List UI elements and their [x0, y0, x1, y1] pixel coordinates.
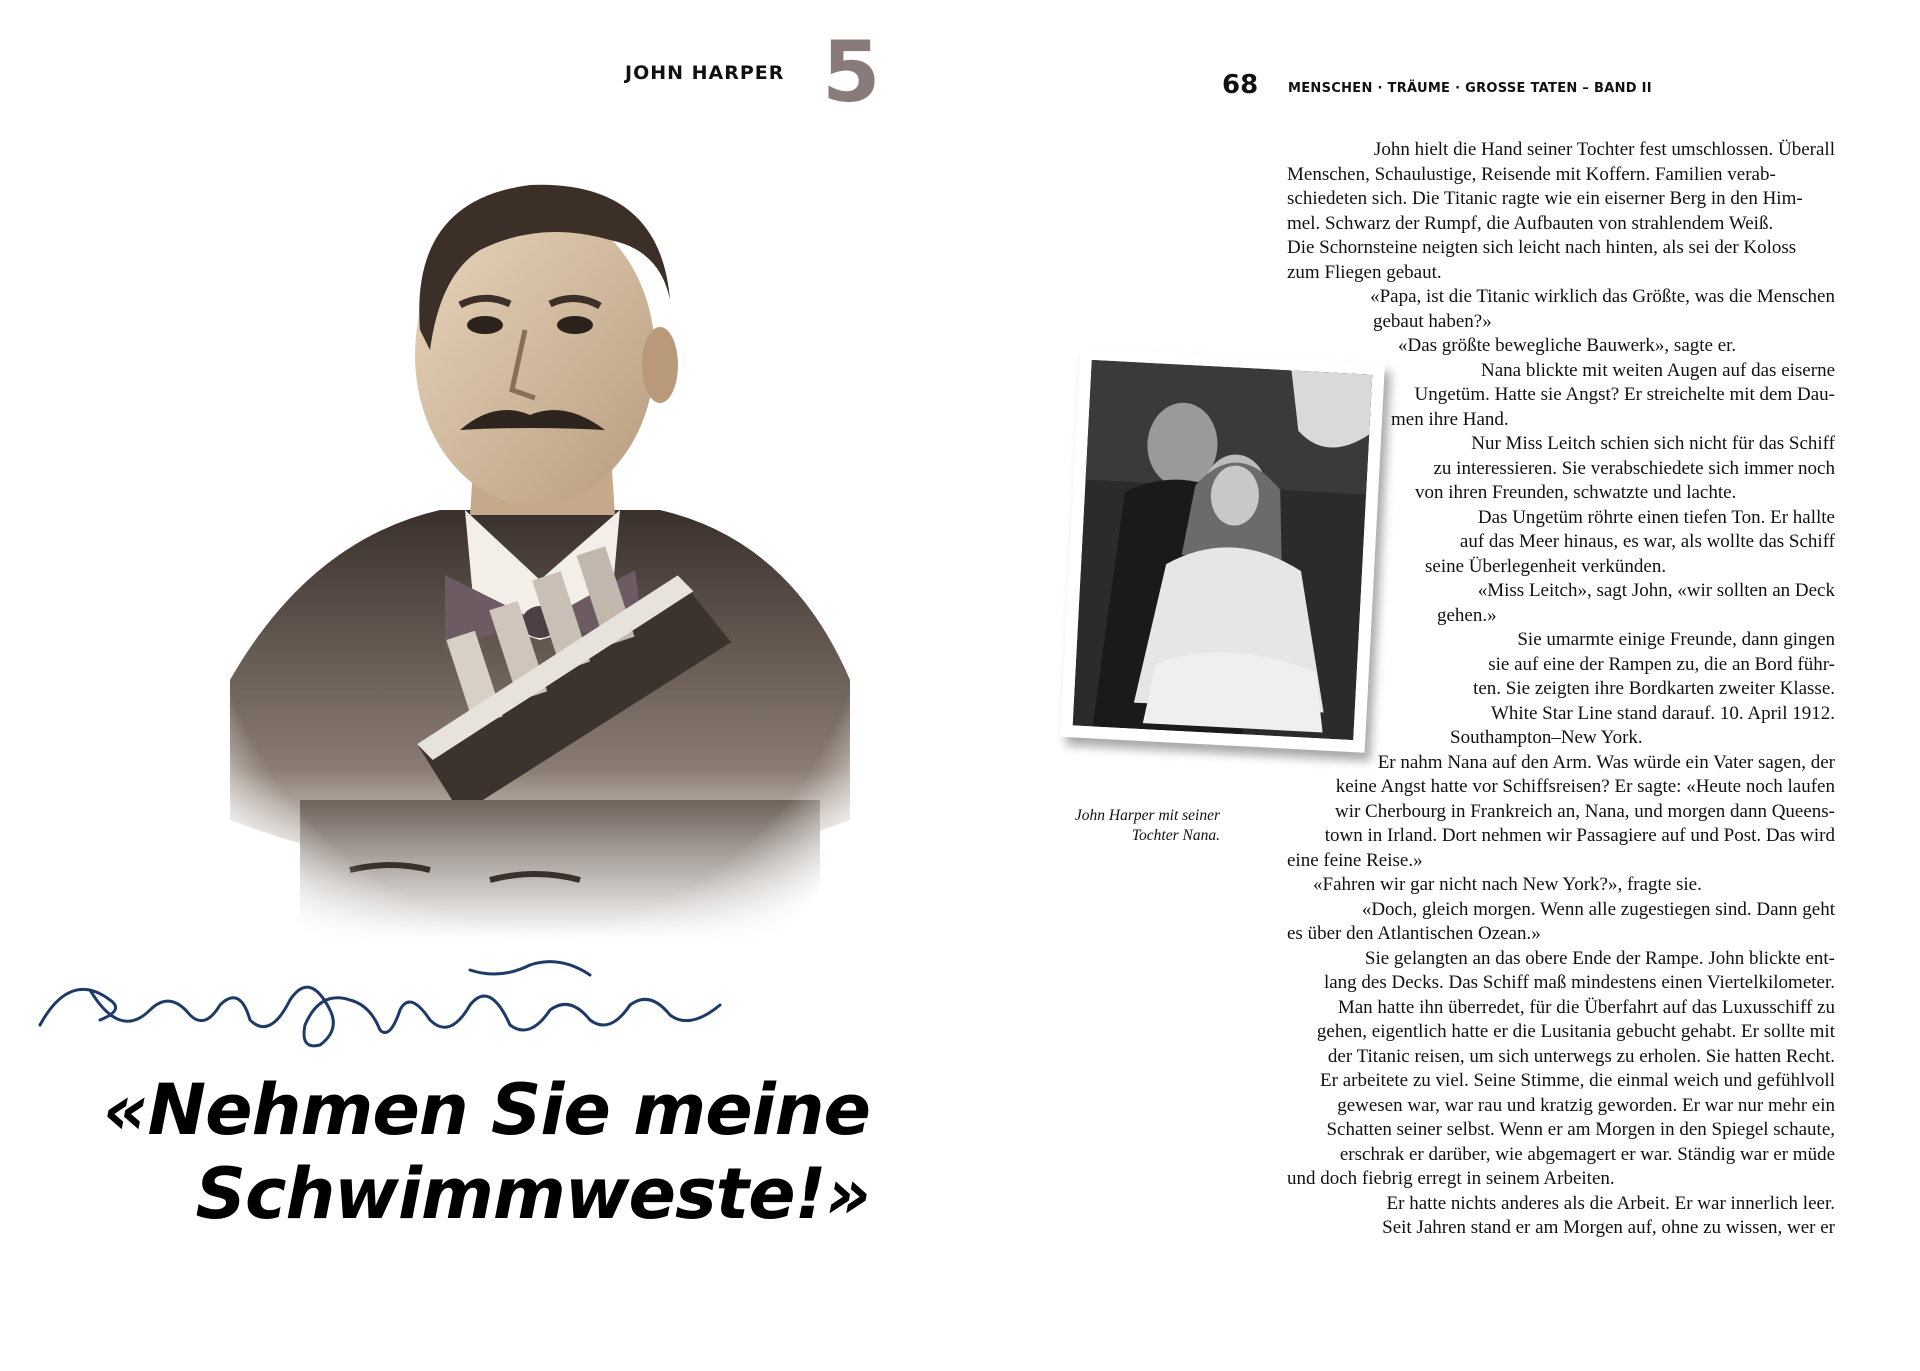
text-line: mel. Schwarz der Rumpf, die Aufbauten von strahlendem Weiß. [1287, 212, 1774, 234]
headline-line-2: Schwimmweste!» [195, 1153, 870, 1235]
chapter-headline [70, 1068, 870, 1236]
text-line: Er arbeitete zu viel. Seine Stimme, die einmal weich und gefühlvoll [1320, 1070, 1835, 1091]
text-line: «Papa, ist die Titanic wirklich das Größte, was die Menschen [1370, 286, 1835, 307]
portrait-illustration [190, 180, 890, 980]
text-line: gehen, eigentlich hatte er die Lusitania gebucht gehabt. Er sollte mit [1316, 1021, 1835, 1042]
text-line: Nana blickte mit weiten Augen auf das eiserne [1480, 359, 1835, 381]
chapter-number: 5 [822, 23, 881, 121]
text-line: Sie umarmte einige Freunde, dann gingen [1517, 629, 1835, 650]
text-line: White Star Line stand darauf. 10. April 1912. [1490, 702, 1835, 724]
handwritten-signature [30, 950, 730, 1060]
text-line: es über den Atlantischen Ozean.» [1287, 923, 1541, 944]
text-line: Sie gelangten an das obere Ende der Rampe. John blickte ent- [1364, 947, 1835, 969]
text-line: gebaut haben?» [1373, 310, 1492, 332]
text-line: «Das größte bewegliche Bauwerk», sagte er. [1398, 335, 1737, 356]
text-line: «Miss Leitch», sagt John, «wir sollten an Deck [1477, 580, 1835, 601]
text-line: «Fahren wir gar nicht nach New York?», fragte sie. [1313, 874, 1702, 895]
text-line: schiedeten sich. Die Titanic ragte wie ein eiserner Berg in den Him- [1287, 188, 1803, 209]
running-head: MENSCHEN · TRÄUME · GROSSE TATEN – BAND II [1288, 81, 1652, 96]
text-line: und doch fiebrig erregt in seinem Arbeiten. [1287, 1168, 1615, 1189]
text-line: Menschen, Schaulustige, Reisende mit Koffern. Familien verab- [1287, 163, 1776, 185]
text-line: der Titanic reisen, um sich unterwegs zu erholen. Sie hatten Recht. [1327, 1045, 1835, 1067]
caption-line-1: John Harper mit seiner [1074, 807, 1220, 824]
text-line: seine Überlegenheit verkünden. [1425, 555, 1667, 577]
text-line: town in Irland. Dort nehmen wir Passagiere auf und Post. Das wird [1324, 825, 1835, 846]
text-line: von ihren Freunden, schwatzte und lachte. [1415, 482, 1737, 503]
text-line: zum Fliegen gebaut. [1287, 261, 1442, 283]
text-line: Ungetüm. Hatte sie Angst? Er streichelte mit dem Dau- [1414, 384, 1835, 405]
text-line: Nur Miss Leitch schien sich nicht für das Schiff [1471, 433, 1835, 454]
text-line: lang des Decks. Das Schiff maß mindestens einen Viertelkilometer. [1323, 972, 1835, 993]
text-line: gewesen war, war rau und kratzig geworden. Er war nur mehr ein [1337, 1094, 1835, 1116]
text-line: «Doch, gleich morgen. Wenn alle zugestiegen sind. Dann geht [1361, 898, 1835, 920]
page-number: 68 [1222, 70, 1259, 100]
text-line: Die Schornsteine neigten sich leicht nach hinten, als sei der Koloss [1287, 237, 1797, 258]
body-text [960, 138, 1920, 1258]
text-line: Er hatte nichts anderes als die Arbeit. Er war innerlich leer. [1386, 1192, 1835, 1214]
text-line: Schatten seiner selbst. Wenn er am Morgen in den Spiegel schaute, [1326, 1119, 1835, 1140]
text-line: Er nahm Nana auf den Arm. Was würde ein Vater sagen, der [1377, 751, 1835, 773]
text-line: John hielt die Hand seiner Tochter fest umschlossen. Überall [1373, 139, 1835, 160]
text-line: auf das Meer hinaus, es war, als wollte das Schiff [1459, 531, 1835, 552]
caption-line-2: Tochter Nana. [1131, 827, 1220, 844]
text-line: Man hatte ihn überredet, für die Überfahrt auf das Luxusschiff zu [1337, 996, 1835, 1018]
text-line: men ihre Hand. [1391, 408, 1509, 430]
text-line: erschrak er darüber, wie abgemagert er war. Ständig war er müde [1339, 1143, 1835, 1165]
text-line: ten. Sie zeigten ihre Bordkarten zweiter Klasse. [1473, 678, 1835, 699]
text-line: Das Ungetüm röhrte einen tiefen Ton. Er hallte [1477, 506, 1835, 528]
text-line: wir Cherbourg in Frankreich an, Nana, und morgen dann Queens- [1334, 800, 1835, 822]
text-line: sie auf eine der Rampen zu, die an Bord führ- [1488, 653, 1835, 675]
chapter-name: JOHN HARPER [625, 62, 785, 84]
text-line: zu interessieren. Sie verabschiedete sich immer noch [1433, 457, 1835, 479]
text-line: Seit Jahren stand er am Morgen auf, ohne zu wissen, wer er [1382, 1217, 1835, 1238]
text-line: gehen.» [1437, 604, 1497, 626]
text-line: keine Angst hatte vor Schiffsreisen? Er sagte: «Heute noch laufen [1335, 776, 1835, 797]
headline-line-1: «Nehmen Sie meine [103, 1069, 870, 1151]
right-page [960, 0, 1920, 1371]
text-line: Southampton–New York. [1450, 727, 1643, 748]
text-line: eine feine Reise.» [1287, 849, 1423, 871]
